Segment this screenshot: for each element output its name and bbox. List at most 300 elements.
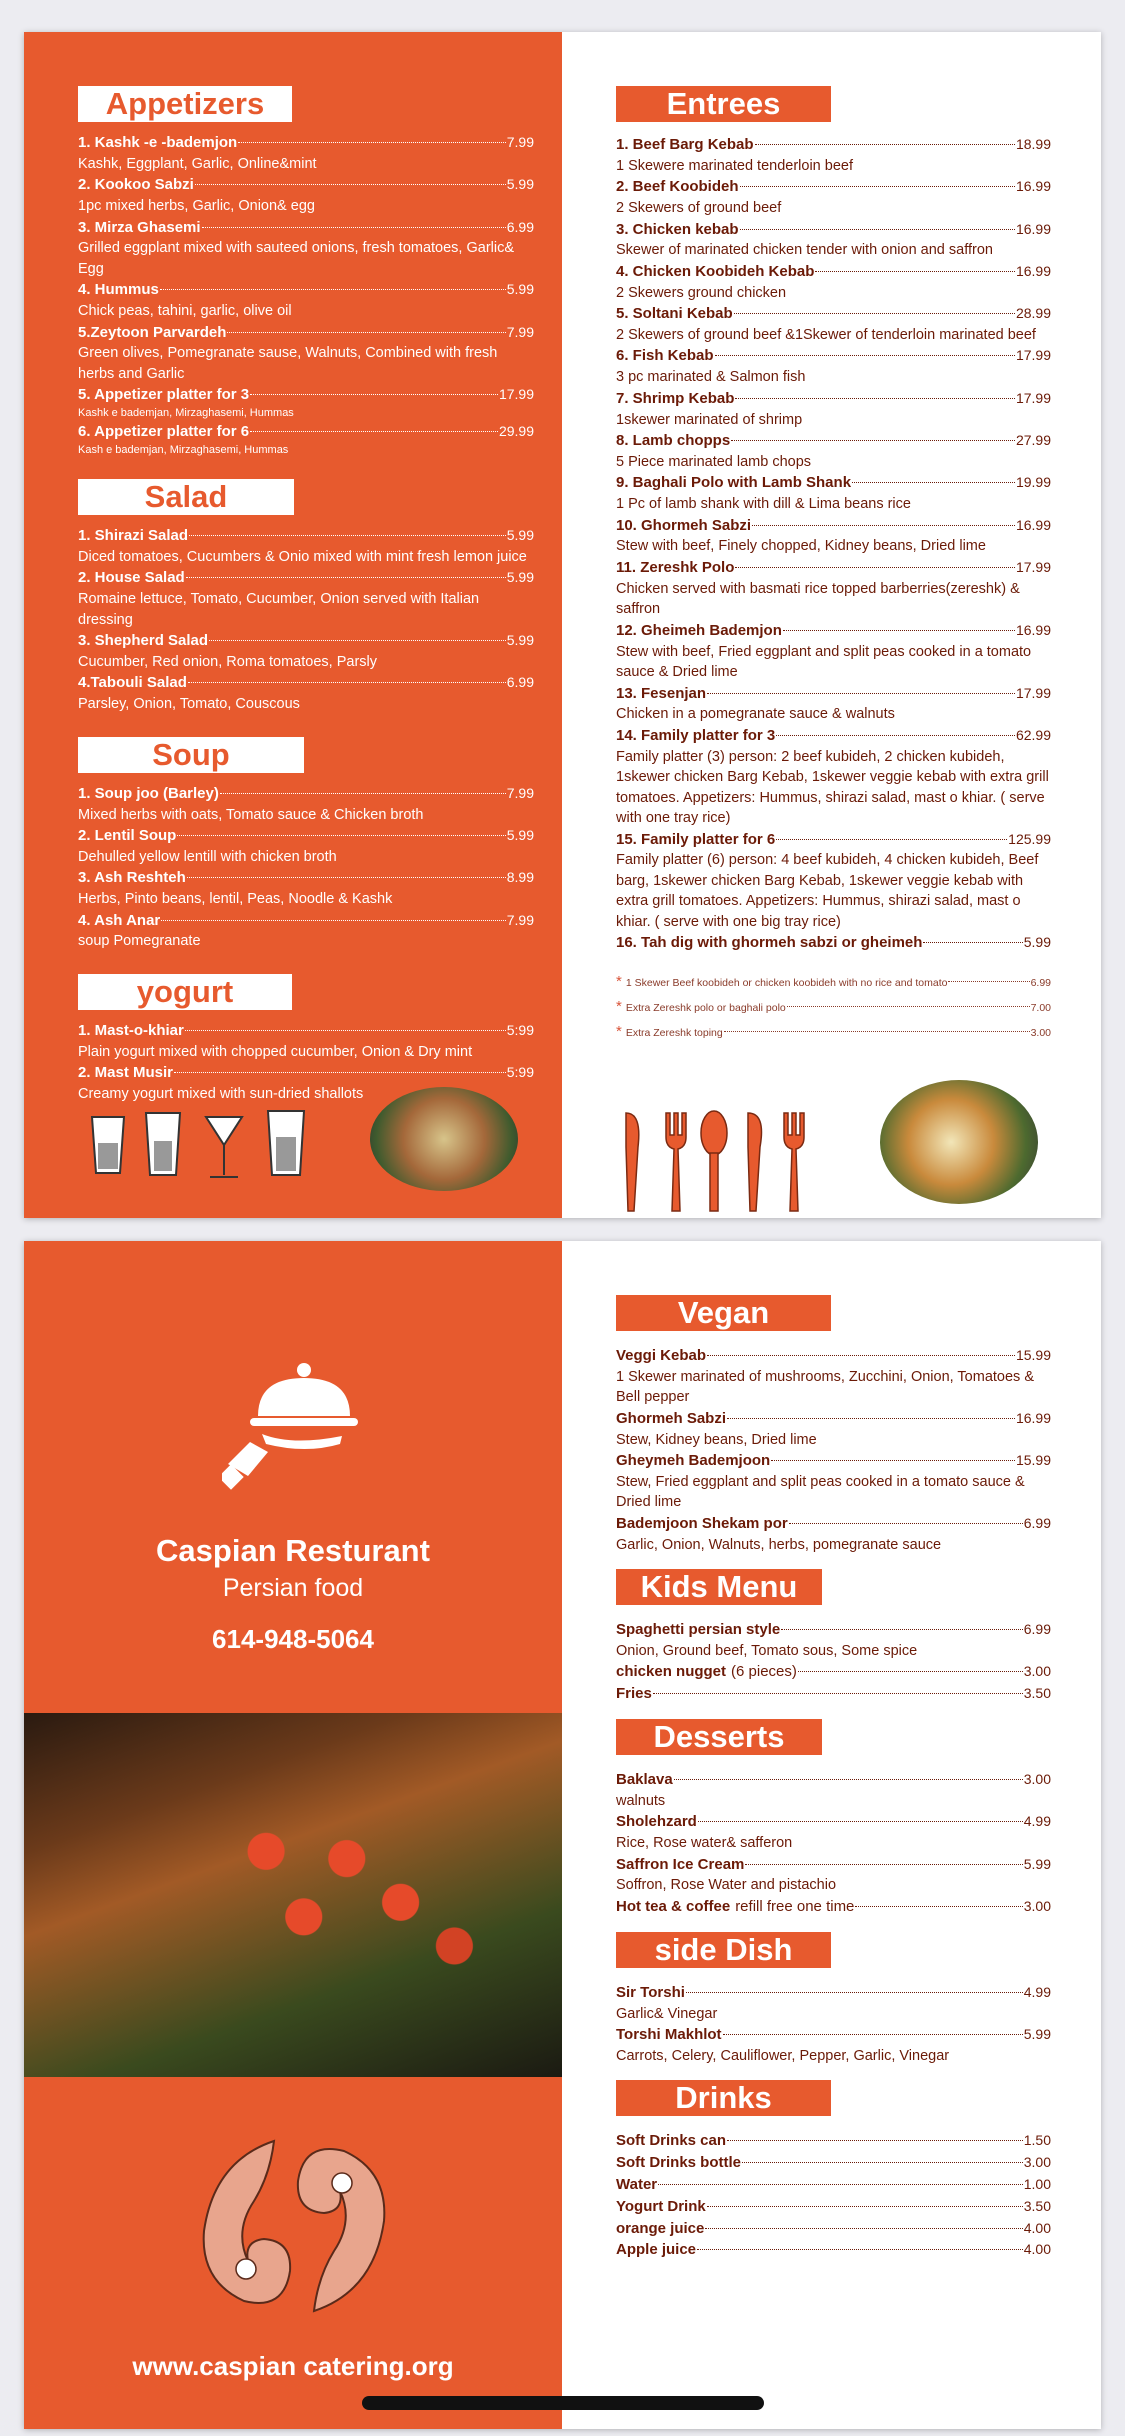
- drinks-section: [616, 2080, 1051, 2261]
- menu-item-name: 2. Lentil Soup: [78, 827, 177, 845]
- menu-item-line: [78, 279, 534, 301]
- menu-item: [616, 388, 1051, 430]
- menu-item: [78, 132, 534, 174]
- menu-item-price: 3.50: [1023, 1685, 1051, 1702]
- menu-item: [78, 525, 534, 567]
- menu-item-name: Veggi Kebab: [616, 1347, 707, 1364]
- menu-item-price: 3.00: [1023, 1663, 1051, 1680]
- menu-item: [616, 2218, 1051, 2240]
- menu-item-line: [616, 176, 1051, 198]
- menu-item: [616, 2152, 1051, 2174]
- menu-item-line: [78, 910, 534, 932]
- menu-item-name: Fries: [616, 1685, 652, 1703]
- dotted-leader: [698, 1821, 1023, 1822]
- menu-item-description: Parsley, Onion, Tomato, Couscous: [78, 696, 300, 713]
- menu-item-name: Sir Torshi: [616, 1983, 685, 2001]
- menu-item-line: [616, 1619, 1051, 1641]
- menu-item-name: 1. Shirazi Salad: [78, 527, 189, 545]
- menu-item-line: [78, 567, 534, 589]
- menu-item-price: 16.99: [1015, 220, 1051, 237]
- menu-item: [616, 472, 1051, 514]
- menu-item-price: 3.00: [1023, 1897, 1051, 1914]
- dotted-leader: [686, 1992, 1023, 1993]
- menu-item-price: 3.00: [1023, 2154, 1051, 2171]
- menu-item-name: Water: [616, 2175, 658, 2193]
- extra-item: [616, 1020, 1051, 1045]
- menu-item-line: [78, 672, 534, 694]
- menu-item-price: 5.99: [506, 569, 534, 586]
- menu-item-line: [616, 430, 1051, 452]
- menu-item-name: 11. Zereshk Polo: [616, 558, 735, 576]
- menu-item-price: 16.99: [1015, 262, 1051, 279]
- menu-item-name: 6. Fish Kebab: [616, 347, 714, 365]
- menu-item-description: 5 Piece marinated lamb chops: [616, 453, 812, 470]
- menu-item-description: 1 Skewer marinated of mushrooms, Zucchini, Onion, Tomatoes & Bell pepper: [616, 1368, 1035, 1406]
- menu-item-line: [616, 515, 1051, 537]
- desserts-heading: Desserts: [616, 1719, 822, 1755]
- menu-item: [616, 2196, 1051, 2218]
- menu-item: [616, 1619, 1051, 1661]
- menu-item-name: 6. Appetizer platter for 6: [78, 422, 250, 440]
- menu-item: [616, 1408, 1051, 1450]
- menu-item: [616, 725, 1051, 829]
- menu-item-price: 5.99: [506, 281, 534, 298]
- menu-item-price: 5.99: [506, 527, 534, 544]
- menu-item-price: 16.99: [1015, 1409, 1051, 1426]
- menu-item-line: [616, 261, 1051, 283]
- menu-item-description: Plain yogurt mixed with chopped cucumber, Onion & Dry mint: [78, 1043, 473, 1060]
- menu-item-price: 15.99: [1015, 1452, 1051, 1469]
- dotted-leader: [220, 793, 506, 794]
- menu-item-name: 3. Mirza Ghasemi: [78, 218, 201, 236]
- menu-item-description: 1 Skewere marinated tenderloin beef: [616, 157, 853, 174]
- dotted-leader: [177, 835, 505, 836]
- desserts-list: [616, 1769, 1051, 1918]
- menu-item-price: 4.00: [1023, 2241, 1051, 2258]
- menu-item: [616, 134, 1051, 176]
- menu-item: [616, 1345, 1051, 1408]
- menu-item-name: 3. Chicken kebab: [616, 220, 739, 238]
- vegan-list: [616, 1345, 1051, 1555]
- dotted-leader: [707, 693, 1015, 694]
- menu-item-description: Stew, Fried eggplant and split peas cooked in a tomato sauce & Dried lime: [616, 1473, 1025, 1511]
- dotted-leader: [707, 2206, 1023, 2207]
- menu-item-price: 18.99: [1015, 136, 1051, 152]
- menu-item: [616, 219, 1051, 261]
- menu-item-line: [616, 829, 1051, 851]
- vegan-section: [616, 1295, 1051, 1555]
- menu-item-name: 14. Family platter for 3: [616, 726, 776, 744]
- menu-item-price: 16.99: [1015, 178, 1051, 195]
- menu-item: [78, 217, 534, 280]
- menu-item-name: 4. Ash Anar: [78, 911, 161, 929]
- menu-item-description: Carrots, Celery, Cauliflower, Pepper, Garlic, Vinegar: [616, 2047, 950, 2064]
- dotted-leader: [185, 1030, 506, 1031]
- menu-item-line: [78, 217, 534, 239]
- menu-item-description: 3 pc marinated & Salmon fish: [616, 369, 806, 386]
- dotted-leader: [948, 981, 1029, 982]
- menu-item-line: [616, 303, 1051, 325]
- dotted-leader: [727, 1418, 1015, 1419]
- dotted-leader: [727, 2140, 1023, 2141]
- grill-kebab-photo: [24, 1713, 562, 2077]
- dotted-leader: [202, 227, 506, 228]
- menu-item-description: Green olives, Pomegranate sause, Walnuts, Combined with fresh herbs and Garlic: [78, 345, 498, 382]
- salad-section: [78, 479, 534, 715]
- menu-item: [616, 345, 1051, 387]
- menu-item-name: 2. House Salad: [78, 569, 185, 587]
- menu-item-description: Herbs, Pinto beans, lentil, Peas, Noodle & Kashk: [78, 891, 393, 908]
- menu-item-price: 4.00: [1023, 2219, 1051, 2236]
- menu-item-name: 15. Family platter for 6: [616, 830, 776, 848]
- side-dish-heading: side Dish: [616, 1932, 831, 1968]
- page1-left-panel: [24, 32, 562, 1218]
- menu-item-description: Stew, Kidney beans, Dried lime: [616, 1431, 817, 1448]
- menu-item-price: 7.99: [506, 134, 534, 150]
- menu-item-line: [78, 1062, 534, 1084]
- menu-item-price: 62.99: [1015, 726, 1051, 743]
- menu-item-description: Chicken served with basmati rice topped barberries(zereshk) & saffron: [616, 580, 1020, 618]
- menu-item-name: Soft Drinks can: [616, 2132, 727, 2150]
- menu-item-description: Romaine lettuce, Tomato, Cucumber, Onion served with Italian dressing: [78, 591, 480, 628]
- menu-item-line: [616, 2196, 1051, 2218]
- menu-item-price: 8.99: [506, 869, 534, 886]
- menu-item-price: 5.99: [506, 827, 534, 844]
- dotted-leader: [209, 640, 506, 641]
- menu-item-name: 12. Gheimeh Bademjon: [616, 621, 782, 639]
- page1-right-panel: [562, 32, 1101, 1218]
- dotted-leader: [697, 2249, 1023, 2250]
- menu-item: [616, 430, 1051, 472]
- cutlery-icon: [616, 1107, 836, 1217]
- menu-item-description: Garlic& Vinegar: [616, 2005, 718, 2022]
- menu-page-1: [24, 32, 1101, 1218]
- menu-item-description: Family platter (3) person: 2 beef kubideh, 2 chicken kubideh, 1skewer chicken Barg Kebab, 1skewer veggie kebab with extra grill tomatoes. Appetizers: Hummus, shirazi salad, mast o khiar. ( serve with one tray rice): [616, 748, 1049, 827]
- menu-item-name: 2. Mast Musir: [78, 1064, 174, 1082]
- menu-item: [616, 2239, 1051, 2261]
- menu-item-line: [616, 1683, 1051, 1705]
- drinks-list: [616, 2130, 1051, 2261]
- menu-item-name: 1. Mast-o-khiar: [78, 1021, 184, 1039]
- menu-item-line: [616, 219, 1051, 241]
- menu-item-price: 1.00: [1023, 2175, 1051, 2192]
- extra-item-price: 7.00: [1030, 1002, 1051, 1015]
- menu-item: [78, 421, 534, 457]
- dotted-leader: [852, 482, 1015, 483]
- dotted-leader: [735, 567, 1015, 568]
- extra-item-text: Extra Zereshk toping: [625, 1027, 723, 1040]
- cocktail-glasses-icon: [84, 1097, 344, 1187]
- menu-item-name: chicken nugget: [616, 1663, 727, 1681]
- dotted-leader: [653, 1693, 1023, 1694]
- menu-item-name: Bademjoon Shekam por: [616, 1514, 788, 1532]
- menu-item: [616, 1661, 1051, 1683]
- dotted-leader: [740, 229, 1015, 230]
- menu-item-line: [616, 1408, 1051, 1430]
- dotted-leader: [160, 289, 506, 290]
- menu-item: [616, 303, 1051, 345]
- menu-item-description: Soffron, Rose Water and pistachio: [616, 1877, 837, 1894]
- menu-item-line: [616, 2130, 1051, 2152]
- menu-item-line: [616, 725, 1051, 747]
- menu-item-line: [616, 1854, 1051, 1876]
- menu-item-name: Apple juice: [616, 2241, 697, 2259]
- website-url[interactable]: www.caspian catering.org: [132, 2351, 454, 2381]
- menu-item-name: 1. Beef Barg Kebab: [616, 136, 754, 153]
- kids-list: [616, 1619, 1051, 1705]
- side-dish-section: [616, 1932, 1051, 2067]
- yogurt-heading: yogurt: [78, 974, 292, 1010]
- dotted-leader: [783, 630, 1015, 631]
- dotted-leader: [781, 1629, 1023, 1630]
- menu-item-name: Soft Drinks bottle: [616, 2154, 742, 2172]
- menu-item-line: [616, 472, 1051, 494]
- menu-item-price: 7.99: [506, 911, 534, 928]
- menu-item-price: 5.99: [1023, 2026, 1051, 2043]
- menu-item: [616, 2130, 1051, 2152]
- asterisk-icon: *: [616, 1023, 622, 1041]
- menu-item-description: Rice, Rose water& safferon: [616, 1835, 793, 1852]
- menu-item-description: Onion, Ground beef, Tomato sous, Some spice: [616, 1642, 918, 1659]
- page2-right-panel: [562, 1241, 1101, 2429]
- menu-item-line: [78, 630, 534, 652]
- extra-item-price: 3.00: [1030, 1027, 1051, 1040]
- dotted-leader: [658, 2184, 1023, 2185]
- menu-item-line: [616, 1345, 1051, 1367]
- menu-item: [78, 384, 534, 420]
- menu-item-line: [616, 1896, 1051, 1918]
- kids-heading: Kids Menu: [616, 1569, 822, 1605]
- phone-number: 614-948-5064: [212, 1624, 374, 1654]
- menu-item-price: 5.99: [506, 632, 534, 649]
- menu-item: [616, 176, 1051, 218]
- menu-item-price: 15.99: [1015, 1347, 1051, 1363]
- menu-item: [616, 1811, 1051, 1853]
- menu-item: [78, 174, 534, 216]
- menu-item-description: Garlic, Onion, Walnuts, herbs, pomegranate sauce: [616, 1536, 942, 1553]
- extra-item: [616, 995, 1051, 1020]
- soup-list: [78, 783, 534, 952]
- menu-item-description: Skewer of marinated chicken tender with onion and saffron: [616, 242, 993, 259]
- menu-item-price: 16.99: [1015, 516, 1051, 533]
- menu-item: [616, 1769, 1051, 1811]
- dotted-leader: [705, 2228, 1022, 2229]
- menu-item-name: 8. Lamb chopps: [616, 432, 731, 450]
- menu-item-description: 1pc mixed herbs, Garlic, Onion& egg: [78, 198, 315, 215]
- menu-item-description: Diced tomatoes, Cucumbers & Onio mixed with mint fresh lemon juice: [78, 548, 527, 565]
- menu-item-name: 10. Ghormeh Sabzi: [616, 516, 752, 534]
- dotted-leader: [724, 1031, 1030, 1032]
- restaurant-subtitle: Persian food: [222, 1574, 364, 1602]
- dotted-leader: [195, 184, 506, 185]
- dotted-leader: [789, 1523, 1023, 1524]
- menu-item-description: 2 Skewers of ground beef &1Skewer of tenderloin marinated beef: [616, 326, 1036, 343]
- menu-item-description: 2 Skewers of ground beef: [616, 200, 782, 217]
- menu-item-price: 17.99: [1015, 684, 1051, 701]
- cover-panel: [24, 1241, 562, 2429]
- dotted-leader: [752, 525, 1015, 526]
- menu-item: [78, 630, 534, 672]
- appetizers-list: [78, 132, 534, 457]
- entrees-heading: Entrees: [616, 86, 831, 122]
- menu-item-line: [616, 2024, 1051, 2046]
- menu-item-description: Kashk, Eggplant, Garlic, Online&mint: [78, 155, 317, 172]
- menu-item: [616, 557, 1051, 620]
- menu-item-line: [616, 1450, 1051, 1472]
- yogurt-section: [78, 974, 534, 1105]
- dotted-leader: [745, 1864, 1022, 1865]
- menu-item-description: Chicken in a pomegranate sauce & walnuts: [616, 706, 895, 723]
- dotted-leader: [238, 142, 506, 143]
- menu-item-price: 6.99: [506, 218, 534, 235]
- menu-item-note: refill free one time: [735, 1897, 855, 1915]
- menu-item: [616, 683, 1051, 725]
- menu-item-line: [616, 2174, 1051, 2196]
- menu-item-line: [616, 345, 1051, 367]
- rice-kebab-plate-image: [880, 1080, 1038, 1204]
- restaurant-name: Caspian Resturant: [156, 1533, 430, 1568]
- menu-item-description: Cucumber, Red onion, Roma tomatoes, Parsly: [78, 653, 377, 670]
- menu-item-description: Creamy yogurt mixed with sun-dried shallots: [78, 1086, 364, 1103]
- menu-item: [616, 515, 1051, 557]
- extra-item: [616, 970, 1051, 995]
- menu-item-price: 17.99: [498, 386, 534, 403]
- appetizers-heading: Appetizers: [78, 86, 292, 122]
- menu-item-price: 125.99: [1008, 830, 1051, 847]
- menu-item-price: 16.99: [1015, 621, 1051, 638]
- menu-item-price: 4.99: [1023, 1983, 1051, 2000]
- entrees-section: [616, 86, 1051, 1045]
- menu-item-name: Gheymeh Bademjoon: [616, 1452, 771, 1470]
- menu-item-price: 6.99: [506, 674, 534, 691]
- menu-item-description: soup Pomegranate: [78, 933, 201, 950]
- menu-item-name: 3. Shepherd Salad: [78, 632, 209, 650]
- menu-item-line: [616, 134, 1051, 156]
- menu-item-price: 17.99: [1015, 558, 1051, 575]
- menu-item-price: 17.99: [1015, 389, 1051, 406]
- menu-item: [616, 2024, 1051, 2066]
- dotted-leader: [855, 1906, 1022, 1907]
- home-indicator[interactable]: [362, 2396, 764, 2410]
- menu-item-name: 7. Shrimp Kebab: [616, 389, 735, 407]
- menu-item-price: 27.99: [1015, 432, 1051, 449]
- kids-section: [616, 1569, 1051, 1705]
- menu-item-name: Yogurt Drink: [616, 2197, 706, 2215]
- dotted-leader: [723, 2034, 1023, 2035]
- menu-item-price: 5.99: [506, 176, 534, 193]
- menu-item-name: 1. Soup joo (Barley): [78, 784, 219, 802]
- dotted-leader: [731, 440, 1015, 441]
- menu-item-price: 5.99: [1023, 1855, 1051, 1872]
- asterisk-icon: *: [616, 998, 622, 1016]
- dotted-leader: [923, 942, 1022, 943]
- menu-item: [78, 1020, 534, 1062]
- salad-list: [78, 525, 534, 715]
- menu-item: [616, 1450, 1051, 1513]
- menu-item: [78, 783, 534, 825]
- menu-item: [78, 910, 534, 952]
- dotted-leader: [188, 682, 506, 683]
- menu-item-price: 28.99: [1015, 305, 1051, 322]
- menu-item-description: Kashk e bademjan, Mirzaghasemi, Hummas: [78, 407, 294, 420]
- side-dish-list: [616, 1982, 1051, 2067]
- menu-item-description: Dehulled yellow lentill with chicken broth: [78, 848, 337, 865]
- menu-item-line: [78, 421, 534, 443]
- menu-item-name: 4. Chicken Koobideh Kebab: [616, 262, 815, 280]
- menu-item-name: Saffron Ice Cream: [616, 1855, 745, 1873]
- extra-item-text: Extra Zereshk polo or baghali polo: [625, 1002, 786, 1015]
- menu-item-price: 5:99: [506, 1064, 534, 1081]
- dotted-leader: [674, 1779, 1023, 1780]
- menu-item-description: Chick peas, tahini, garlic, olive oil: [78, 303, 292, 320]
- menu-item-line: [616, 1811, 1051, 1833]
- extra-item-price: 6.99: [1030, 977, 1051, 990]
- menu-item-line: [78, 867, 534, 889]
- menu-item-line: [78, 825, 534, 847]
- dotted-leader: [186, 577, 506, 578]
- dotted-leader: [250, 431, 498, 432]
- menu-item: [616, 1854, 1051, 1896]
- menu-item: [78, 279, 534, 321]
- menu-item-name: 9. Baghali Polo with Lamb Shank: [616, 474, 852, 492]
- menu-item-price: 3.50: [1023, 2197, 1051, 2214]
- menu-item-description: Family platter (6) person: 4 beef kubideh, 4 chicken kubideh, Beef barg, 1skewer chicken Barg Kebab, 1skewer veggie kebab with extra grill tomatoes. Appetizers: Hummus, shirazi salad, mast o khiar. ( serve with one big tray rice): [616, 852, 1039, 930]
- menu-item-name: 4.Tabouli Salad: [78, 674, 187, 692]
- menu-item: [78, 867, 534, 909]
- soup-section: [78, 737, 534, 952]
- menu-item-name: Hot tea & coffee: [616, 1897, 731, 1915]
- cloche-serving-icon: [222, 1356, 372, 1496]
- menu-item-price: 7.99: [506, 784, 534, 801]
- dotted-leader: [735, 398, 1015, 399]
- dotted-leader: [776, 839, 1007, 840]
- menu-item-description: Grilled eggplant mixed with sauteed onions, fresh tomatoes, Garlic& Egg: [78, 240, 515, 277]
- menu-item-name: 4. Hummus: [78, 281, 159, 299]
- dotted-leader: [755, 144, 1015, 145]
- dotted-leader: [187, 877, 506, 878]
- menu-item-price: 7.99: [506, 323, 534, 340]
- menu-item-line: [78, 384, 534, 406]
- menu-page-2: [24, 1241, 1101, 2429]
- kebab-plate-image: [370, 1087, 518, 1191]
- menu-item-name: 5. Soltani Kebab: [616, 305, 733, 323]
- menu-item: [616, 932, 1051, 954]
- menu-item-price: 5.99: [1023, 934, 1051, 951]
- desserts-section: [616, 1719, 1051, 1918]
- menu-item-name: Torshi Makhlot: [616, 2026, 722, 2044]
- menu-item-note: (6 pieces): [731, 1663, 797, 1681]
- dotted-leader: [227, 332, 505, 333]
- dotted-leader: [734, 313, 1015, 314]
- soup-heading: Soup: [78, 737, 304, 773]
- menu-item: [616, 1982, 1051, 2024]
- menu-item-description: 1 Pc of lamb shank with dill & Lima beans rice: [616, 496, 911, 513]
- menu-item-name: 13. Fesenjan: [616, 684, 707, 702]
- menu-item-price: 29.99: [498, 422, 534, 439]
- menu-item-description: Kash e bademjan, Mirzaghasemi, Hummas: [78, 443, 289, 456]
- menu-item: [78, 672, 534, 714]
- menu-item-description: 1skewer marinated of shrimp: [616, 411, 803, 428]
- dotted-leader: [776, 735, 1015, 736]
- appetizers-section: [78, 86, 534, 457]
- menu-item-line: [616, 683, 1051, 705]
- dotted-leader: [787, 1006, 1030, 1007]
- menu-item-line: [616, 1982, 1051, 2004]
- menu-item: [616, 1513, 1051, 1555]
- menu-item: [616, 2174, 1051, 2196]
- extra-item-text: 1 Skewer Beef koobideh or chicken koobideh with no rice and tomato: [625, 977, 948, 990]
- menu-item-line: [78, 132, 534, 154]
